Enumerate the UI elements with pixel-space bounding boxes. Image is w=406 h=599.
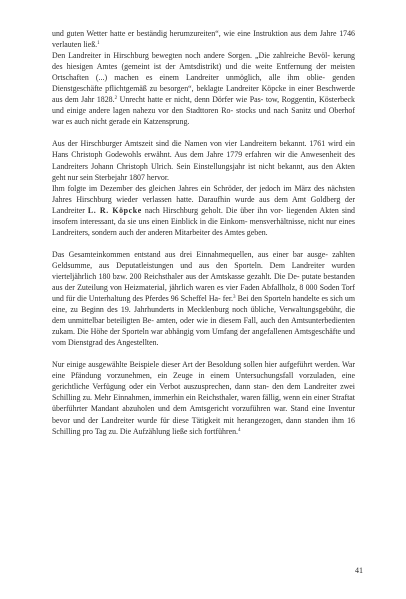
text-line: Mecklenburg noch übliche, Verwaltungsgebühr, die dem unmittelbar beteiligten Be-	[52, 305, 355, 326]
text-line: wird ein Hans Christoph Godewohls erwähnt. Aus dem Jahre 1779 erfahren wir die	[52, 139, 355, 160]
footnote-ref: 2	[114, 96, 118, 102]
text-line: waren fällig, wenn ein einer Straftat überführter Mandant abzuholen und dem	[52, 393, 355, 414]
text-line: des Amtes geben.	[212, 227, 268, 237]
text-line: den dem Landreiter zwei Schilling zu. Mehr Einnahmen, immerhin ein Reichsthaler,	[52, 382, 355, 403]
text-line: Bei den Sporteln handelte es sich um eine, zu Beginn des 19. Jahrhunderts in	[52, 294, 355, 315]
text-line: zahlten Geldsumme, aus Deputatleistungen und aus den Sporteln. Dem Landreiter	[52, 249, 355, 270]
text-line: Abfallholz, 8 000 Soden Torf und für die Unterhaltung des Pferdes 96 Scheffel Ha-	[52, 282, 355, 304]
text-line: Jahre 1746 verlauten ließ.	[52, 29, 355, 50]
text-line: nach Hirschburg geholt. Die über ihn vor-	[141, 205, 284, 215]
page-number: 41	[355, 566, 363, 575]
text-line: einer Beschwerde aus dem Jahr 1828.	[52, 84, 355, 105]
text-line: mensverhältnisse, nicht nur eines Landreiters, sondern auch der anderen Mitarbeiter	[52, 216, 355, 237]
text-line: Aus der Hirschburger Amtszeit sind die Namen von vier Landreitern bekannt. 1761	[52, 139, 326, 149]
text-line: Aufzählung ließe sich fortführen.	[132, 426, 239, 436]
paragraph-2	[52, 138, 355, 237]
text-line: Unrecht hatte er nicht, denn Dörfer wie Pas-	[117, 95, 264, 105]
text-line: der meisten Ortschaften (...) machen es einem Landreiter unmöglich, alle ihm oblie-	[52, 62, 355, 83]
text-line: Nur einige ausgewählte Beispiele dieser Art der Besoldung sollen hier aufgeführt	[52, 360, 313, 370]
landreiter-name: L. R. Köpcke	[87, 205, 142, 215]
footnote-ref: 4	[238, 427, 241, 433]
text-line: nächsten Jahres Hirschburg wieder verlassen hatte. Daraufhin wurde aus dem Amt	[52, 183, 355, 204]
text-line: für diese Tätigkeit mit herangezogen, dann standen ihm 16 Schilling pro Tag zu. Die	[52, 415, 356, 436]
paragraph-3	[52, 249, 355, 348]
text-line: Anwesenheit des Landreiters Johann Christoph Ulrich. Sein Einstellungsjahr ist	[52, 150, 355, 171]
text-line: Amtsgericht vorzuführen war. Stand eine Inventur bevor und der Landreiter wurde	[52, 404, 355, 425]
text-line: genden Dienstgeschäfte pflichtgemäß zu besorgen“, beklagte Landreiter Köpcke in	[52, 73, 355, 94]
text-line: putate bestanden aus der Zuteilung von Heizmaterial, jährlich waren es vier Faden	[52, 271, 355, 292]
text-line: Goldberg der Landreiter	[52, 194, 355, 215]
text-line: tow, Roggentin, Kösterbeck und einige andere lagen nahezu vor den Stadttoren Ro-	[52, 95, 355, 116]
text-line: werden. War eine Pfändung vorzunehmen, ein Zeuge in einem Untersuchungsfall	[52, 360, 355, 381]
text-line: Den Landreiter in Hirschburg bewegten noch andere Sorgen. „Die zahlreiche Bevöl-	[52, 51, 330, 61]
text-line: liegenden Akten sind insofern interessant, da sie uns einen Einblick in die Einkom-	[52, 205, 355, 226]
text-line: Ihm folgte im Dezember des gleichen Jahres ein Schröder, der jedoch im März des	[52, 183, 325, 193]
text-line: Das Gesamteinkommen entstand aus drei Einnahmequellen, aus einer bar ausge-	[52, 249, 328, 259]
text-line: der Sporteln war abhängig vom Umfang der angefallenen Amtsgeschäfte und vom	[52, 327, 355, 348]
text-line: amten, oder wie in diesem Fall, auch den Amtsunterbedienten zukam. Die Höhe	[52, 316, 355, 337]
text-line: Dienstgrad des Angestellten.	[68, 338, 159, 348]
body-text	[52, 28, 355, 437]
paragraph-1	[52, 28, 355, 127]
footnote-ref: 1	[97, 41, 100, 47]
text-line: nicht bekannt, aus den Akten geht nur sein Sterbejahr 1807 hervor.	[52, 161, 355, 182]
text-line: vorzuladen, eine gerichtliche Verfügung oder ein Verbot auszusprechen, dann stan-	[52, 371, 355, 392]
text-line: kerung des hiesigen Amtes (gemeint ist der Amtsdistrikt) und die weite Entfernung	[52, 51, 355, 72]
text-line: wurden vierteljährlich 180 bzw. 200 Reichsthaler aus der Amtskasse gezahlt. Die De-	[52, 260, 355, 281]
text-line: fer.	[222, 294, 234, 304]
footnote-ref: 3	[233, 295, 236, 301]
text-line: stocks und nach Sanitz und Oberhof war es auch nicht gerade ein Katzensprung.	[52, 106, 355, 127]
text-line: und guten Wetter hatte er beständig herumzureiten“, wie eine Instruktion aus dem	[52, 29, 318, 38]
paragraph-4	[52, 359, 355, 436]
